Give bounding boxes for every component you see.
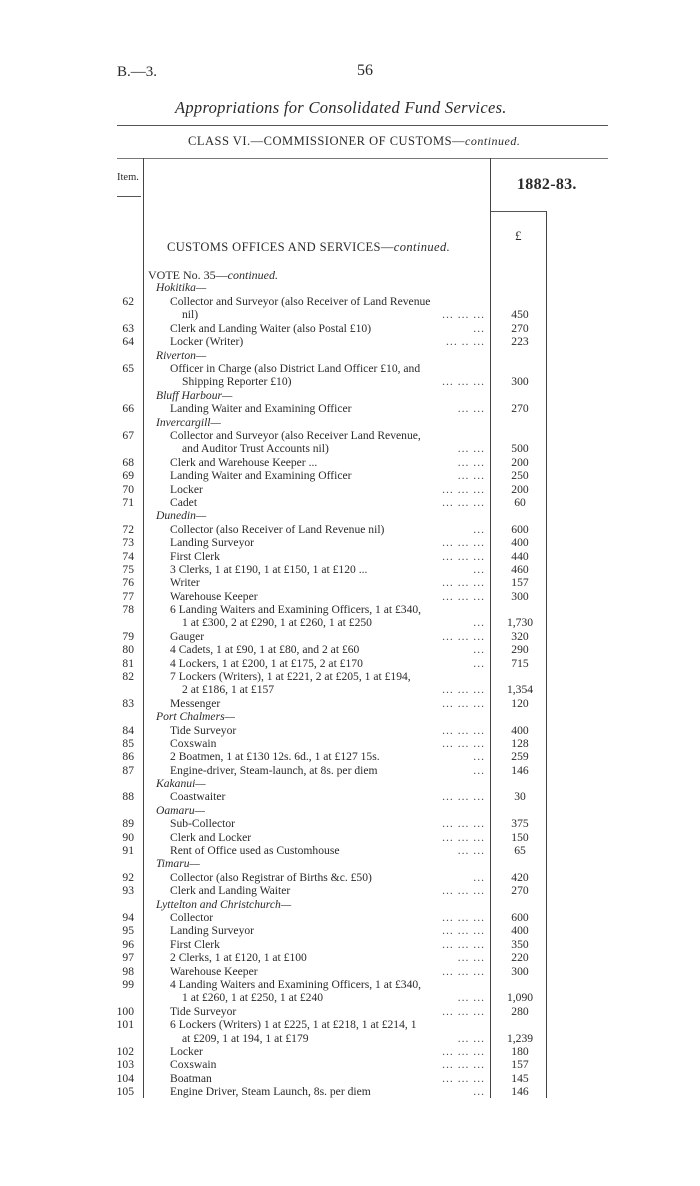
item-number: 66 (122, 402, 134, 415)
item-number: 89 (122, 817, 134, 830)
place-name: Invercargill— (156, 416, 221, 429)
item-description: Cadet (170, 496, 198, 509)
leader-dots: ... ... ... (442, 576, 485, 589)
item-continuation (0, 1032, 700, 1045)
leader-dots: ... (473, 643, 485, 656)
item-row (0, 790, 700, 803)
document-reference: B.—3. (117, 64, 158, 80)
amount: 600 (511, 911, 529, 924)
place-name: Riverton— (156, 349, 207, 362)
place-heading (0, 349, 700, 362)
amount: 220 (511, 951, 529, 964)
item-number: 67 (122, 429, 134, 442)
item-row (0, 576, 700, 589)
place-heading (0, 509, 700, 522)
place-name: Lyttelton and Christchurch— (156, 898, 292, 911)
item-row (0, 523, 700, 536)
item-number: 73 (122, 536, 134, 549)
item-number: 69 (122, 469, 134, 482)
amount: 270 (511, 402, 529, 415)
class-title-main: CLASS VI.—COMMISSIONER OF CUSTOMS— (188, 134, 466, 148)
amount: 157 (511, 1058, 529, 1071)
item-row (0, 429, 700, 442)
item-number: 104 (116, 1072, 134, 1085)
item-description: 2 Clerks, 1 at £120, 1 at £100 (170, 951, 307, 964)
item-number: 86 (122, 750, 134, 763)
item-description: Clerk and Locker (170, 831, 252, 844)
item-row (0, 1045, 700, 1058)
leader-dots: ... ... ... (442, 884, 485, 897)
leader-dots: ... ... ... (442, 1045, 485, 1058)
leader-dots: ... ... (457, 951, 485, 964)
item-description: Collector and Surveyor (also Receiver of Land Revenue (170, 295, 431, 308)
item-description: 4 Lockers, 1 at £200, 1 at £175, 2 at £170 (170, 657, 363, 670)
item-row (0, 1018, 700, 1031)
place-heading (0, 710, 700, 723)
leader-dots: ... ... ... (442, 630, 485, 643)
leader-dots: ... ... (457, 402, 485, 415)
item-row (0, 938, 700, 951)
amount: 60 (514, 496, 526, 509)
leader-dots: ... (473, 523, 485, 536)
leader-dots: ... ... ... (442, 1072, 485, 1085)
item-description: 2 Boatmen, 1 at £130 12s. 6d., 1 at £127 15s. (170, 750, 380, 763)
item-number: 93 (122, 884, 134, 897)
item-number: 76 (122, 576, 134, 589)
item-number: 79 (122, 630, 134, 643)
item-description: Boatman (170, 1072, 212, 1085)
place-name: Port Chalmers— (156, 710, 235, 723)
amount: 259 (511, 750, 529, 763)
amount: 1,354 (506, 683, 534, 696)
amount: 30 (514, 790, 526, 803)
item-description: Officer in Charge (also District Land Officer £10, and (170, 362, 421, 375)
leader-dots: ... ... ... (442, 483, 485, 496)
leader-dots: ... ... ... (442, 496, 485, 509)
leader-dots: ... (473, 322, 485, 335)
item-number: 65 (122, 362, 134, 375)
place-name: Hokitika— (156, 281, 207, 294)
leader-dots: ... (473, 616, 485, 629)
item-number: 68 (122, 456, 134, 469)
amount: 157 (511, 576, 529, 589)
item-row (0, 911, 700, 924)
item-description: Warehouse Keeper (170, 965, 258, 978)
amount: 450 (511, 308, 529, 321)
item-description: 3 Clerks, 1 at £190, 1 at £150, 1 at £120 ... (170, 563, 368, 576)
item-description: Shipping Reporter £10) (182, 375, 292, 388)
header-rule (117, 125, 608, 126)
amount: 300 (511, 375, 529, 388)
item-number: 99 (122, 978, 134, 991)
leader-dots: ... ... ... (442, 965, 485, 978)
place-heading (0, 898, 700, 911)
item-row (0, 1058, 700, 1071)
amount: 270 (511, 884, 529, 897)
leader-dots: ... ... ... (442, 724, 485, 737)
leader-dots: ... ... ... (442, 737, 485, 750)
item-description: First Clerk (170, 938, 220, 951)
item-row (0, 750, 700, 763)
section-title-main: CUSTOMS OFFICES AND SERVICES— (167, 240, 394, 254)
item-description: and Auditor Trust Accounts nil) (182, 442, 329, 455)
item-description: Rent of Office used as Customhouse (170, 844, 340, 857)
item-row (0, 563, 700, 576)
item-description: Locker (170, 1045, 203, 1058)
item-description: Clerk and Warehouse Keeper ... (170, 456, 318, 469)
page-number: 56 (357, 62, 373, 79)
item-number: 75 (122, 563, 134, 576)
place-heading (0, 777, 700, 790)
place-heading (0, 416, 700, 429)
leader-dots: ... ... ... (442, 308, 485, 321)
item-row (0, 536, 700, 549)
leader-dots: ... ... (457, 442, 485, 455)
section-title-suffix: continued. (393, 240, 451, 254)
item-row (0, 670, 700, 683)
item-row (0, 496, 700, 509)
item-row (0, 697, 700, 710)
item-number: 82 (122, 670, 134, 683)
item-row (0, 1085, 700, 1098)
amount: 600 (511, 523, 529, 536)
item-row (0, 590, 700, 603)
item-description: 1 at £260, 1 at £250, 1 at £240 (182, 991, 324, 1004)
item-number: 62 (122, 295, 134, 308)
leader-dots: ... .. ... (446, 335, 485, 348)
vote-suffix: continued. (227, 268, 278, 282)
item-number: 63 (122, 322, 134, 335)
amount: 200 (511, 483, 529, 496)
amount: 1,239 (506, 1032, 534, 1045)
item-number: 85 (122, 737, 134, 750)
item-number: 80 (122, 643, 134, 656)
leader-dots: ... ... ... (442, 1058, 485, 1071)
item-row (0, 844, 700, 857)
amount: 146 (511, 764, 529, 777)
amount: 128 (511, 737, 529, 750)
leader-dots: ... ... ... (442, 924, 485, 937)
leader-dots: ... ... (457, 456, 485, 469)
place-heading (0, 281, 700, 294)
amount: 400 (511, 536, 529, 549)
item-description: 6 Landing Waiters and Examining Officers, 1 at £340, (170, 603, 422, 616)
amount: 460 (511, 563, 529, 576)
item-number: 81 (122, 657, 134, 670)
item-description: Collector (170, 911, 214, 924)
item-row (0, 737, 700, 750)
amount: 290 (511, 643, 529, 656)
item-row (0, 362, 700, 375)
item-number: 83 (122, 697, 134, 710)
item-row (0, 322, 700, 335)
item-number: 78 (122, 603, 134, 616)
item-description: Landing Waiter and Examining Officer (170, 469, 352, 482)
amount: 200 (511, 456, 529, 469)
amount: 120 (511, 697, 529, 710)
item-description: Clerk and Landing Waiter (also Postal £10) (170, 322, 372, 335)
class-title-suffix: continued. (465, 134, 521, 148)
amount: 223 (511, 335, 529, 348)
item-row (0, 817, 700, 830)
item-description: Coastwaiter (170, 790, 226, 803)
item-description: Gauger (170, 630, 205, 643)
amount: 1,090 (506, 991, 534, 1004)
amount: 180 (511, 1045, 529, 1058)
item-continuation (0, 683, 700, 696)
place-name: Oamaru— (156, 804, 205, 817)
item-description: nil) (182, 308, 199, 321)
item-row (0, 630, 700, 643)
item-description: 7 Lockers (Writers), 1 at £221, 2 at £205, 1 at £194, (170, 670, 411, 683)
amount: 400 (511, 924, 529, 937)
leader-dots: ... ... ... (442, 536, 485, 549)
amount: 320 (511, 630, 529, 643)
amount: 146 (511, 1085, 529, 1098)
leader-dots: ... ... ... (442, 590, 485, 603)
leader-dots: ... ... ... (442, 550, 485, 563)
item-row (0, 831, 700, 844)
item-description: Engine Driver, Steam Launch, 8s. per diem (170, 1085, 371, 1098)
item-description: Writer (170, 576, 200, 589)
item-number: 94 (122, 911, 134, 924)
item-description: Coxswain (170, 1058, 217, 1071)
leader-dots: ... ... ... (442, 938, 485, 951)
item-description: First Clerk (170, 550, 220, 563)
item-number: 98 (122, 965, 134, 978)
leader-dots: ... ... (457, 844, 485, 857)
leader-dots: ... (473, 871, 485, 884)
amount: 350 (511, 938, 529, 951)
item-row (0, 724, 700, 737)
amount: 500 (511, 442, 529, 455)
item-description: Sub-Collector (170, 817, 236, 830)
leader-dots: ... ... (457, 469, 485, 482)
leader-dots: ... ... ... (442, 790, 485, 803)
page-subtitle: Appropriations for Consolidated Fund Services. (175, 98, 507, 117)
amount: 250 (511, 469, 529, 482)
item-description: Engine-driver, Steam-launch, at 8s. per diem (170, 764, 378, 777)
leader-dots: ... (473, 563, 485, 576)
leader-dots: ... (473, 764, 485, 777)
item-header-rule (117, 196, 141, 197)
amount: 400 (511, 724, 529, 737)
item-row (0, 550, 700, 563)
item-row (0, 456, 700, 469)
amount: 300 (511, 590, 529, 603)
item-description: 4 Landing Waiters and Examining Officers, 1 at £340, (170, 978, 422, 991)
item-number: 77 (122, 590, 134, 603)
amount: 375 (511, 817, 529, 830)
item-number: 70 (122, 483, 134, 496)
amount: 150 (511, 831, 529, 844)
item-number: 105 (116, 1085, 134, 1098)
item-number: 84 (122, 724, 134, 737)
place-heading (0, 804, 700, 817)
item-number: 74 (122, 550, 134, 563)
item-number: 102 (116, 1045, 134, 1058)
amount: 280 (511, 1005, 529, 1018)
item-row (0, 764, 700, 777)
leader-dots: ... (473, 657, 485, 670)
item-row (0, 483, 700, 496)
item-column-header: Item. (117, 172, 139, 183)
item-row (0, 335, 700, 348)
amount: 300 (511, 965, 529, 978)
item-continuation (0, 375, 700, 388)
leader-dots: ... ... (457, 1032, 485, 1045)
item-row (0, 951, 700, 964)
item-row (0, 871, 700, 884)
item-continuation (0, 442, 700, 455)
item-description: 4 Cadets, 1 at £90, 1 at £80, and 2 at £60 (170, 643, 360, 656)
item-row (0, 603, 700, 616)
vote-number: VOTE No. 35— (148, 268, 228, 282)
item-continuation (0, 616, 700, 629)
item-description: Landing Surveyor (170, 924, 255, 937)
section-title (167, 240, 450, 255)
item-description: Locker (Writer) (170, 335, 244, 348)
item-row (0, 643, 700, 656)
item-number: 100 (116, 1005, 134, 1018)
class-title (188, 134, 520, 149)
year-header-rule (490, 211, 546, 212)
item-description: Tide Surveyor (170, 1005, 237, 1018)
amount: 270 (511, 322, 529, 335)
amount: 65 (514, 844, 526, 857)
item-number: 88 (122, 790, 134, 803)
table-top-rule (117, 158, 608, 159)
item-description: 1 at £300, 2 at £290, 1 at £260, 1 at £250 (182, 616, 372, 629)
amount: 420 (511, 871, 529, 884)
item-number: 91 (122, 844, 134, 857)
place-heading (0, 389, 700, 402)
item-row (0, 1072, 700, 1085)
item-row (0, 469, 700, 482)
item-row (0, 1005, 700, 1018)
item-number: 71 (122, 496, 134, 509)
item-description: at £209, 1 at 194, 1 at £179 (182, 1032, 309, 1045)
item-description: 2 at £186, 1 at £157 (182, 683, 275, 696)
item-number: 90 (122, 831, 134, 844)
item-row (0, 924, 700, 937)
leader-dots: ... (473, 1085, 485, 1098)
item-number: 103 (116, 1058, 134, 1071)
leader-dots: ... ... ... (442, 1005, 485, 1018)
amount: 715 (511, 657, 529, 670)
item-row (0, 884, 700, 897)
leader-dots: ... ... ... (442, 375, 485, 388)
item-description: Landing Waiter and Examining Officer (170, 402, 352, 415)
place-heading (0, 857, 700, 870)
item-description: Warehouse Keeper (170, 590, 258, 603)
item-description: Tide Surveyor (170, 724, 237, 737)
place-name: Bluff Harbour— (156, 389, 233, 402)
leader-dots: ... (473, 750, 485, 763)
item-description: Collector and Surveyor (also Receiver Land Revenue, (170, 429, 421, 442)
currency-symbol: £ (515, 228, 522, 243)
amount: 1,730 (506, 616, 534, 629)
item-description: Coxswain (170, 737, 217, 750)
item-number: 97 (122, 951, 134, 964)
item-description: Locker (170, 483, 203, 496)
item-row (0, 657, 700, 670)
item-description: Collector (also Receiver of Land Revenue nil) (170, 523, 385, 536)
item-row (0, 965, 700, 978)
place-name: Timaru— (156, 857, 200, 870)
item-number: 64 (122, 335, 134, 348)
place-name: Dunedin— (156, 509, 207, 522)
item-description: Messenger (170, 697, 221, 710)
item-continuation (0, 308, 700, 321)
year-column-header: 1882-83. (517, 176, 577, 193)
leader-dots: ... ... ... (442, 683, 485, 696)
item-row (0, 402, 700, 415)
place-name: Kakanui— (156, 777, 206, 790)
leader-dots: ... ... ... (442, 697, 485, 710)
amount: 440 (511, 550, 529, 563)
leader-dots: ... ... ... (442, 911, 485, 924)
item-number: 95 (122, 924, 134, 937)
item-number: 96 (122, 938, 134, 951)
item-number: 92 (122, 871, 134, 884)
item-row (0, 978, 700, 991)
item-description: Clerk and Landing Waiter (170, 884, 291, 897)
item-description: Collector (also Registrar of Births &c. £50) (170, 871, 372, 884)
item-number: 72 (122, 523, 134, 536)
item-row (0, 295, 700, 308)
leader-dots: ... ... ... (442, 831, 485, 844)
leader-dots: ... ... (457, 991, 485, 1004)
amount: 145 (511, 1072, 529, 1085)
item-number: 87 (122, 764, 134, 777)
item-description: Landing Surveyor (170, 536, 255, 549)
item-number: 101 (116, 1018, 134, 1031)
item-description: 6 Lockers (Writers) 1 at £225, 1 at £218, 1 at £214, 1 (170, 1018, 417, 1031)
item-continuation (0, 991, 700, 1004)
leader-dots: ... ... ... (442, 817, 485, 830)
